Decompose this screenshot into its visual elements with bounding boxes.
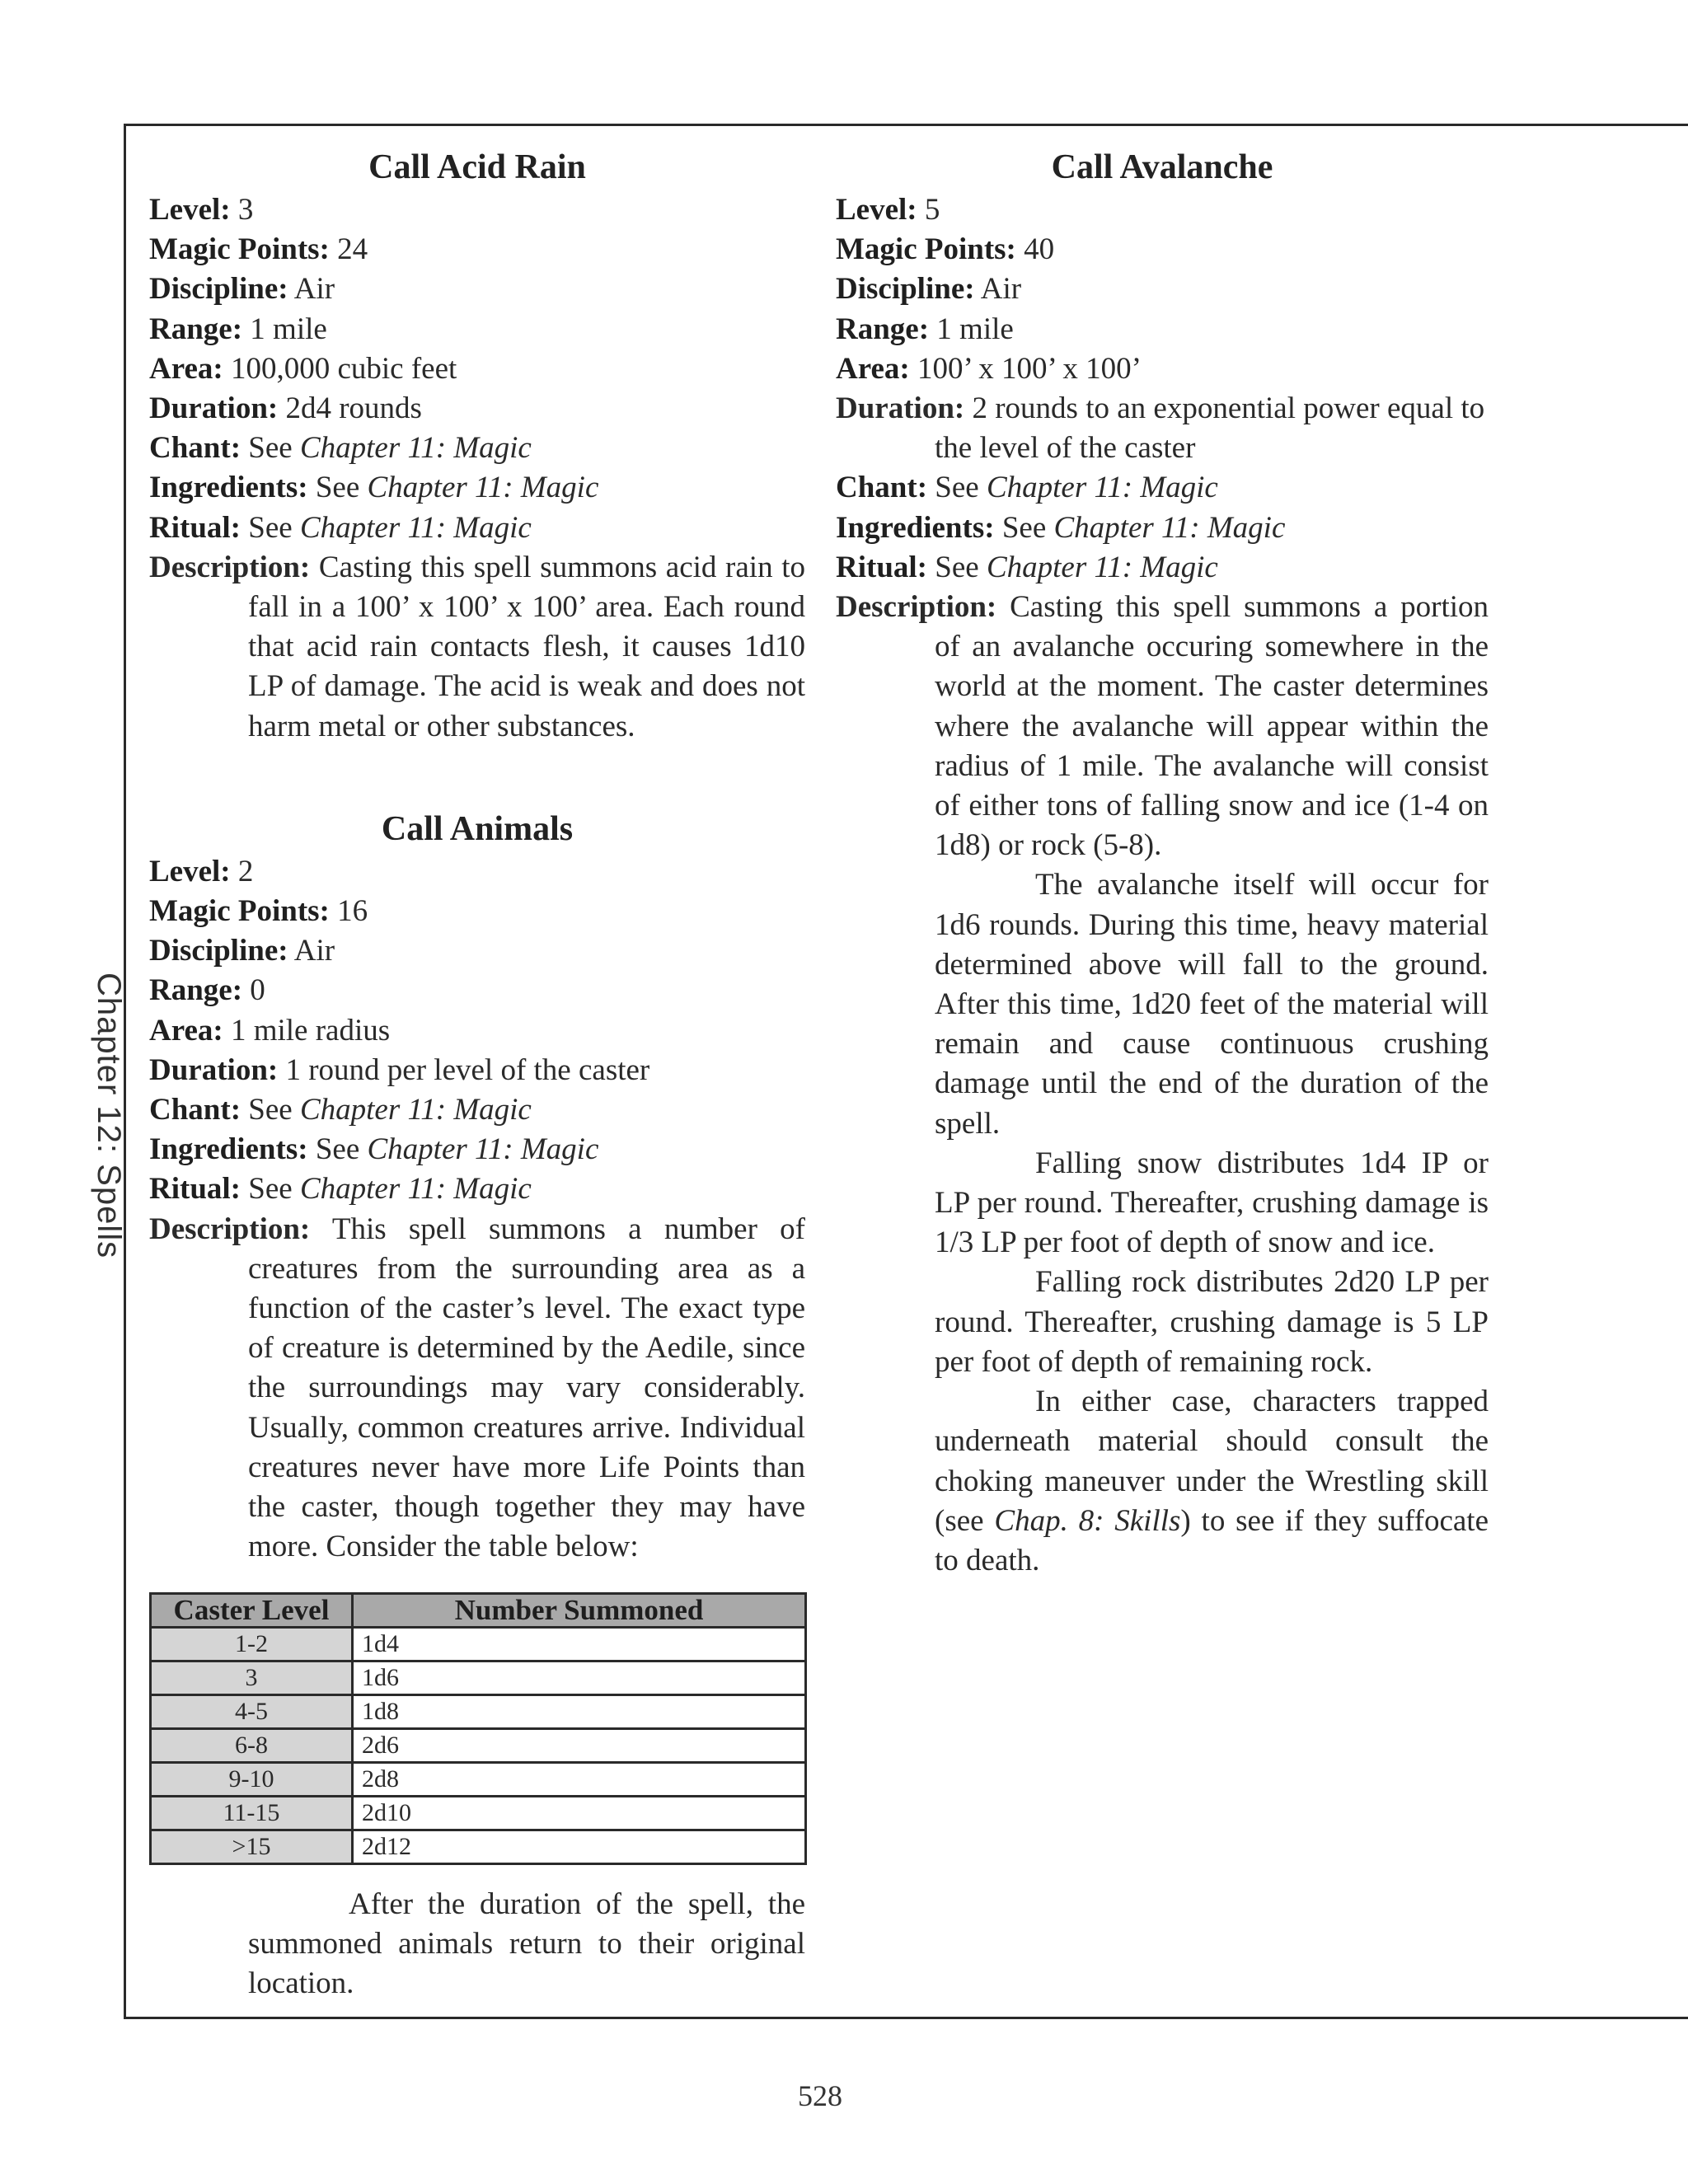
- spell-range: Range: 1 mile: [836, 312, 1014, 346]
- spell-call-acid-rain: [149, 144, 805, 747]
- spell-level: Level: 3: [149, 193, 254, 227]
- spell-level: Level: 5: [836, 193, 940, 227]
- chapter-reference: Chap. 8: Skills: [994, 1503, 1181, 1538]
- summon-table: [149, 1592, 807, 1865]
- spell-ritual: Ritual: See Chapter 11: Magic: [149, 1172, 532, 1207]
- table-cell: 1d6: [353, 1661, 806, 1694]
- spell-description: Description: This spell summons a number of creatures from the surrounding area as a function of the caster’s level. The exact type of creature is determined by the Aedile, since the surroundings may vary considerably. Usually, common creatures arrive. Individual creatures never have more Life Points than the caster, though together they may have more. Consider the table below:: [149, 1212, 805, 1564]
- left-column: [149, 144, 805, 2004]
- description-paragraph: Falling rock distributes 2d20 LP per round. Thereafter, crushing damage is 5 LP per foot of depth of remaining rock.: [935, 1265, 1489, 1379]
- spell-discipline: Discipline: Air: [836, 272, 1022, 307]
- spell-ingredients: Ingredients: See Chapter 11: Magic: [149, 1132, 599, 1167]
- table-cell: >15: [151, 1830, 353, 1863]
- table-cell: 3: [151, 1661, 353, 1694]
- spell-ingredients: Ingredients: See Chapter 11: Magic: [836, 510, 1286, 545]
- spell-duration: Duration: 1 round per level of the caster: [149, 1052, 650, 1087]
- table-row: [151, 1661, 806, 1694]
- spell-description: Description: Casting this spell summons a portion of an avalanche occuring somewhere in the world at the moment. The caster determines where the avalanche will appear within the radius of 1 mile. The avalanche will consist of either tons of falling snow and ice (1-4 on 1d8) or rock (5-8).: [836, 590, 1489, 863]
- table-cell: 2d10: [353, 1796, 806, 1830]
- table-row: [151, 1762, 806, 1796]
- spell-call-animals: [149, 806, 805, 2004]
- spell-chant: Chant: See Chapter 11: Magic: [836, 471, 1218, 505]
- spell-discipline: Discipline: Air: [149, 934, 335, 968]
- chapter-side-label: Chapter 12: Spells: [91, 972, 127, 1259]
- column-header: Caster Level: [151, 1593, 353, 1627]
- spell-magic-points: Magic Points: 40: [836, 232, 1055, 267]
- table-row: [151, 1694, 806, 1728]
- spell-ritual: Ritual: See Chapter 11: Magic: [149, 510, 532, 545]
- spell-ritual: Ritual: See Chapter 11: Magic: [836, 550, 1218, 584]
- spell-discipline: Discipline: Air: [149, 272, 335, 307]
- description-paragraph: In either case, characters trapped underneath material should consult the choking maneuver under the Wrestling skill (see Chap. 8: Skills) to see if they suffocate to death.: [935, 1385, 1489, 1577]
- right-column: [836, 144, 1489, 1581]
- table-cell: 6-8: [151, 1728, 353, 1762]
- spell-area: Area: 100’ x 100’ x 100’: [836, 351, 1142, 386]
- table-row: [151, 1796, 806, 1830]
- spell-duration: Duration: 2 rounds to an exponential power equal to the level of the caster: [836, 391, 1485, 466]
- spell-title: Call Avalanche: [1051, 148, 1273, 186]
- spell-chant: Chant: See Chapter 11: Magic: [149, 431, 532, 466]
- table-row: [151, 1627, 806, 1661]
- spell-level: Level: 2: [149, 854, 254, 888]
- spell-area: Area: 1 mile radius: [149, 1013, 391, 1047]
- page-number: 528: [798, 2079, 842, 2112]
- spell-magic-points: Magic Points: 24: [149, 232, 368, 267]
- table-cell: 9-10: [151, 1762, 353, 1796]
- table-row: [151, 1830, 806, 1863]
- description-paragraph: Falling snow distributes 1d4 IP or LP per round. Thereafter, crushing damage is 1/3 LP per foot of depth of snow and ice.: [935, 1146, 1489, 1260]
- spell-chant: Chant: See Chapter 11: Magic: [149, 1093, 532, 1127]
- table-cell: 1d4: [353, 1627, 806, 1661]
- spell-range: Range: 1 mile: [149, 312, 327, 346]
- spell-ingredients: Ingredients: See Chapter 11: Magic: [149, 471, 599, 505]
- table-row: [151, 1728, 806, 1762]
- spell-area: Area: 100,000 cubic feet: [149, 351, 457, 386]
- table-cell: 1-2: [151, 1627, 353, 1661]
- after-paragraph: After the duration of the spell, the summoned animals return to their original location.: [248, 1886, 805, 2000]
- spell-range: Range: 0: [149, 973, 265, 1008]
- spell-title: Call Animals: [381, 809, 574, 848]
- table-cell: 11-15: [151, 1796, 353, 1830]
- column-header: Number Summoned: [353, 1593, 806, 1627]
- table-cell: 2d12: [353, 1830, 806, 1863]
- table-header-row: [151, 1593, 806, 1627]
- spell-description: Description: Casting this spell summons acid rain to fall in a 100’ x 100’ x 100’ area. Each round that acid rain contacts flesh, it causes 1d10 LP of damage. The acid is weak and does not harm metal or other substances.: [149, 550, 806, 743]
- table-cell: 2d8: [353, 1762, 806, 1796]
- spell-call-avalanche: [836, 144, 1489, 1581]
- table-cell: 2d6: [353, 1728, 806, 1762]
- spell-magic-points: Magic Points: 16: [149, 894, 368, 929]
- description-paragraph: The avalanche itself will occur for 1d6 rounds. During this time, heavy material determined above will fall to the ground. After this time, 1d20 feet of the material will remain and cause continuous crushing damage until the end of the duration of the spell.: [935, 868, 1489, 1141]
- table-cell: 1d8: [353, 1694, 806, 1728]
- spell-title: Call Acid Rain: [368, 148, 586, 186]
- table-cell: 4-5: [151, 1694, 353, 1728]
- spell-duration: Duration: 2d4 rounds: [149, 391, 422, 426]
